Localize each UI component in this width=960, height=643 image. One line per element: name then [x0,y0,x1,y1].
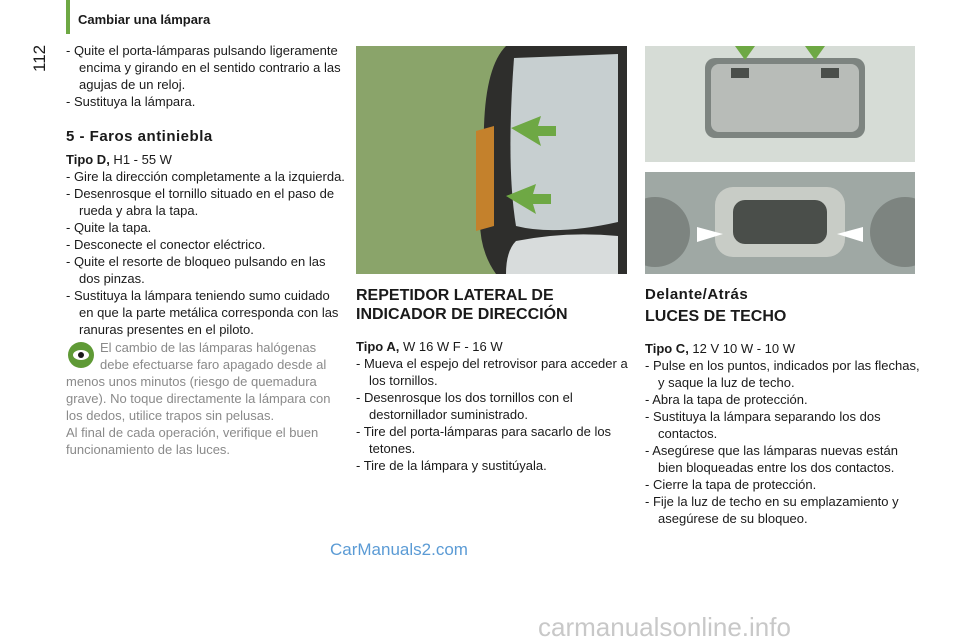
watermark-carmanualsonline: carmanualsonline.info [538,612,791,642]
lamp-type-c [645,340,925,357]
step-item: - Tire del porta-lámparas para sacarlo de los tetones. [356,424,612,456]
eye-icon [68,342,94,368]
step-item: - Sustituya la lámpara teniendo sumo cuidado en que la parte metálica corresponda con las ranuras presentes en el piloto. [66,288,339,337]
mirror-photo [356,46,627,274]
step-item: - Mueva el espejo del retrovisor para acceder a los tornillos. [356,356,628,388]
page-header-title: Cambiar una lámpara [78,12,211,27]
column-dome-lights [645,286,925,527]
type-label: Tipo C, [645,341,689,356]
step-item: - Abra la tapa de protección. [645,392,808,407]
dome-light-photo-top [645,46,915,162]
column-fog-lamps [66,42,346,458]
step-item: - Desconecte el conector eléctrico. [66,237,266,252]
watermark-carmanuals2[interactable]: CarManuals2.com [330,540,468,559]
title-line-2: INDICADOR DE DIRECCIÓN [356,306,568,323]
step-item: - Cierre la tapa de protección. [645,477,817,492]
type-value: W 16 W F - 16 W [399,339,503,354]
step-item: - Quite la tapa. [66,220,152,235]
step-item: - Gire la dirección completamente a la izquierda. [66,169,345,184]
step-item: - Desenrosque el tornillo situado en el paso de rueda y abra la tapa. [66,186,335,218]
type-label: Tipo A, [356,339,400,354]
step-item: - Tire de la lámpara y sustitúyala. [356,458,547,473]
sub-label-front-rear: Delante/Atrás [645,286,749,303]
column-side-repeater [356,286,636,474]
type-value: 12 V 10 W - 10 W [688,341,796,356]
intro-item: - Quite el porta-lámparas pulsando ligeramente encima y girando en el sentido contrario a las agujas de un reloj. [66,43,341,92]
section-title-fog-lamps: 5 - Faros antiniebla [66,128,213,145]
intro-item: - Sustituya la lámpara. [66,94,196,109]
type-label: Tipo D, [66,152,110,167]
header-accent-bar [66,0,70,34]
step-item: - Desenrosque los dos tornillos con el destornillador suministrado. [356,390,573,422]
step-item: - Sustituya la lámpara separando los dos contactos. [645,409,881,441]
dome-light-photo-bottom [645,172,915,274]
step-item: - Fije la luz de techo en su emplazamiento y asegúrese de su bloqueo. [645,494,899,526]
section-title-side-repeater [356,286,636,324]
type-value: H1 - 55 W [109,152,172,167]
warning-note-text: El cambio de las lámparas halógenas debe efectuarse faro apagado desde al menos unos minutos (riesgo de quemadura grave). No toque directamente la lámpara con los dedos, utilice trapos sin pelusas. Al final de cada operación, verifique el buen funcionamiento de las luces. [66,340,331,457]
step-item: - Asegúrese que las lámparas nuevas están bien bloqueadas entre los dos contactos. [645,443,898,475]
lamp-type-d [66,151,346,168]
lamp-type-a [356,338,636,355]
page-number: 112 [30,44,49,72]
warning-note [66,339,346,458]
step-item: - Pulse en los puntos, indicados por las flechas, y saque la luz de techo. [645,358,920,390]
section-title-dome-lights: LUCES DE TECHO [645,308,787,325]
title-line-1: REPETIDOR LATERAL DE [356,287,554,304]
step-item: - Quite el resorte de bloqueo pulsando en las dos pinzas. [66,254,326,286]
